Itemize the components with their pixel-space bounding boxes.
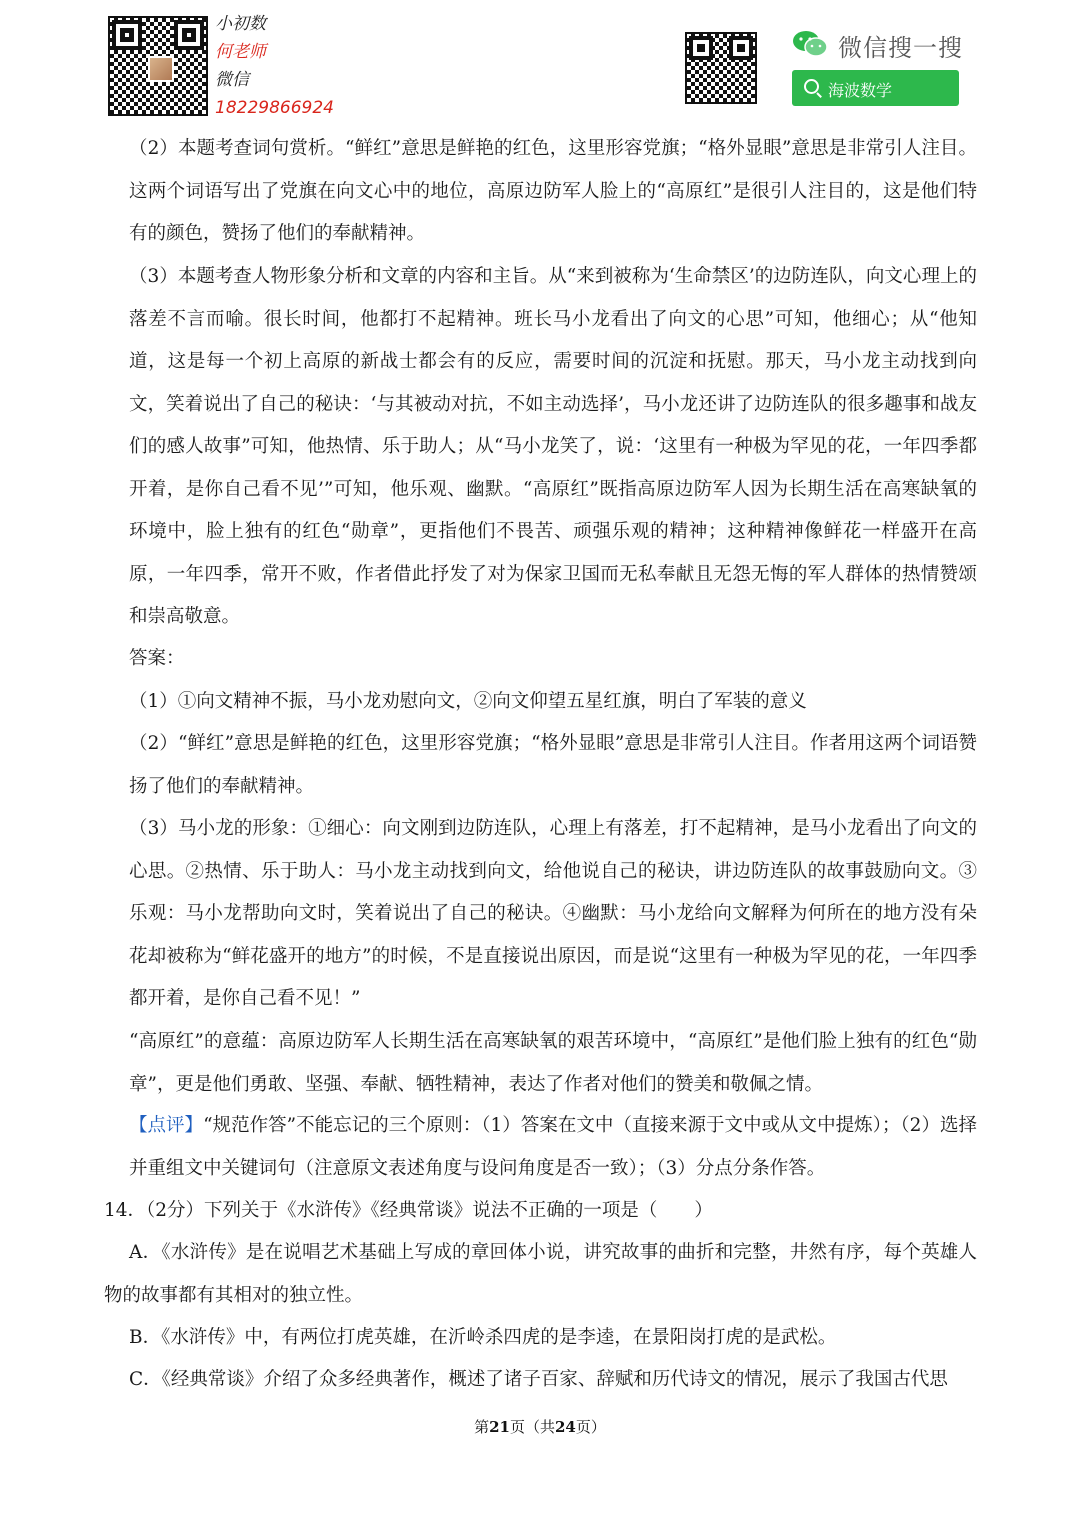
comment-paragraph [129,1105,977,1190]
option-a: A．《水浒传》是在说唱艺术基础上写成的章回体小说，讲究故事的曲折和完整，井然有序，每个英雄人物的故事都有其相对的独立性。 [104,1242,977,1306]
answer-2: （2）“鲜红”意思是鲜艳的红色，这里形容党旗；“格外显眼”意思是非常引人注目。作者用这两个词语赞扬了他们的奉献精神。 [129,733,977,797]
footer-prefix: 第 [474,1418,490,1436]
question-stem: 14．（2分）下列关于《水浒传》《经典常谈》说法不正确的一项是（ ） [104,1200,713,1221]
option-b: B．《水浒传》中，有两位打虎英雄，在沂岭杀四虎的是李逵，在景阳岗打虎的是武松。 [129,1327,837,1348]
paragraph-analysis-3: （3）本题考查人物形象分析和文章的内容和主旨。从“来到被称为‘生命禁区’的边防连队，向文心理上的落差不言而喻。很长时间，他都打不起精神。班长马小龙看出了向文的心思”可知，他细心；从“他知道，这是每一个初上高原的新战士都会有的反应，需要时间的沉淀和抚慰。那天，马小龙主动找到向文，笑着说出了自己的秘诀：‘与其被动对抗，不如主动选择’，马小龙还讲了边防连队的很多趣事和战友们的感人故事”可知，他热情、乐于助人；从“马小龙笑了，说：‘这里有一种极为罕见的花，一年四季都开着，是你自己看不见’”可知，他乐观、幽默。“高原红”既指高原边防军人因为长期生活在高寒缺氧的环境中，脸上独有的红色“勋章”，更指他们不畏苦、顽强乐观的精神；这种精神像鲜花一样盛开在高原，一年四季，常开不败，作者借此抒发了对为保家卫国而无私奉献且无怨无悔的军人群体的热情赞颂和崇高敬意。 [129,266,977,627]
qr-code-contact [108,16,208,116]
answer-meaning: “高原红”的意蕴：高原边防军人长期生活在高寒缺氧的艰苦环境中，“高原红”是他们脸上独有的红色“勋章”，更是他们勇敢、坚强、奉献、牺牲精神，表达了作者对他们的赞美和敬佩之情。 [129,1031,977,1095]
page-total: 24 [555,1418,576,1436]
comment-tag: 【点评】 [129,1115,204,1136]
page-header [0,0,1080,125]
page-footer [0,1416,1080,1437]
contact-info [215,10,334,122]
search-icon [804,79,819,94]
wechat-search-label: 微信搜一搜 [838,34,963,62]
contact-line-wechat: 微信 [215,70,249,90]
footer-middle: 页（共 [509,1418,555,1436]
avatar [148,56,174,82]
answer-1: （1）①向文精神不振，马小龙劝慰向文，②向文仰望五星红旗，明白了军装的意义 [129,691,807,712]
wechat-search-banner [792,26,972,110]
wechat-icon [792,30,828,58]
contact-line-phone: 18229866924 [215,98,334,118]
page-number: 21 [489,1418,510,1436]
qr-code-wechat [685,32,757,104]
comment-text: “规范作答”不能忘记的三个原则：（1）答案在文中（直接来源于文中或从文中提炼）；（2）选择并重组文中关键词句（注意原文表述角度与设问角度是否一致）；（3）分点分条作答。 [129,1115,977,1179]
paragraph-analysis-2: （2）本题考查词句赏析。“鲜红”意思是鲜艳的红色，这里形容党旗；“格外显眼”意思是非常引人注目。这两个词语写出了党旗在向文心中的地位，高原边防军人脸上的“高原红”是很引人注目的，这是他们特有的颜色，赞扬了他们的奉献精神。 [129,138,977,244]
contact-line-teacher: 何老师 [215,42,266,62]
search-button-label: 海波数学 [828,81,893,100]
answer-heading: 答案： [129,648,185,669]
option-c: C．《经典常谈》介绍了众多经典著作，概述了诸子百家、辞赋和历代诗文的情况，展示了我国古代思 [129,1369,948,1390]
search-button[interactable] [792,70,959,106]
answer-3: （3）马小龙的形象：①细心：向文刚到边防连队，心理上有落差，打不起精神，是马小龙看出了向文的心思。②热情、乐于助人：马小龙主动找到向文，给他说自己的秘诀，讲边防连队的故事鼓励向文。③乐观：马小龙帮助向文时，笑着说出了自己的秘诀。④幽默：马小龙给向文解释为何所在的地方没有朵花却被称为“鲜花盛开的地方”的时候，不是直接说出原因，而是说“这里有一种极为罕见的花，一年四季都开着，是你自己看不见！” [129,818,977,1009]
contact-line-subject: 小初数 [215,14,266,34]
footer-suffix: 页） [575,1418,606,1436]
